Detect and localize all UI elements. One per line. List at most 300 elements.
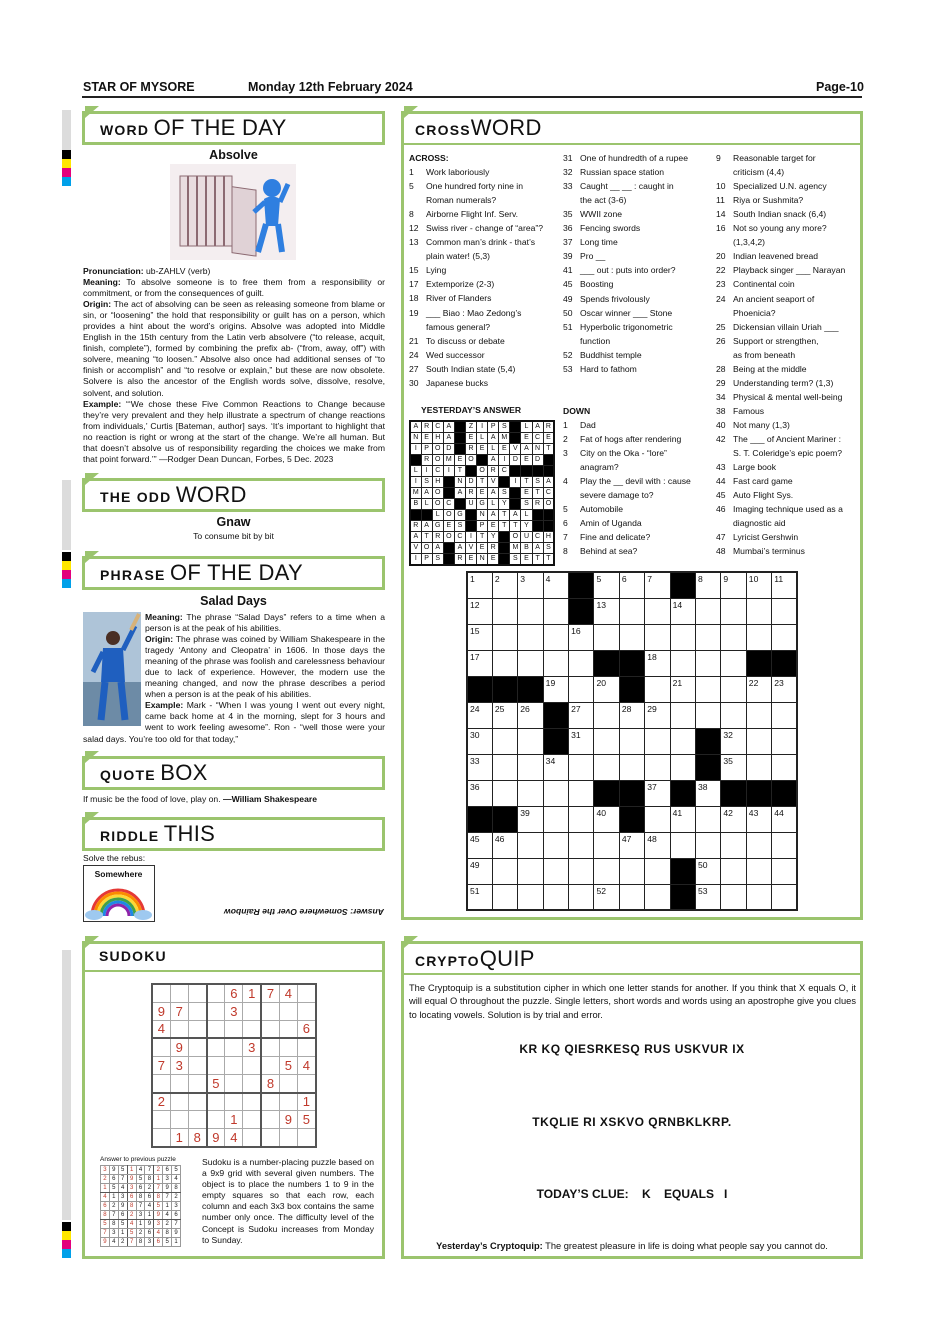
prev-answer-cell: 8 (136, 1193, 145, 1202)
crossword-cell[interactable] (645, 728, 670, 754)
clue: anagram? (580, 462, 619, 473)
yesterday-answer-label: YESTERDAY’S ANSWER (421, 405, 522, 415)
crossword-cell[interactable] (746, 702, 771, 728)
crossword-cell[interactable] (721, 858, 746, 884)
answer-cell: C (432, 466, 443, 477)
crossword-cell[interactable] (492, 728, 517, 754)
crossword-cell[interactable] (721, 650, 746, 676)
block-cell (619, 676, 644, 702)
block-cell (510, 421, 521, 433)
crossword-cell[interactable]: 6 (619, 572, 644, 598)
crossword-cell[interactable] (543, 806, 568, 832)
crossword-cell[interactable]: 35 (721, 754, 746, 780)
crossword-cell[interactable]: 45 (467, 832, 492, 858)
block-cell (499, 543, 510, 554)
crossword-cell[interactable]: 26 (518, 702, 543, 728)
sudoku-cell[interactable] (261, 1093, 279, 1111)
answer-cell: D (510, 455, 521, 466)
crossword-cell[interactable] (619, 858, 644, 884)
crossword-cell[interactable] (721, 884, 746, 910)
crossword-cell[interactable]: 27 (569, 702, 594, 728)
crossword-cell[interactable] (619, 598, 644, 624)
crossword-cell[interactable] (543, 650, 568, 676)
crossword-cell[interactable]: 51 (467, 884, 492, 910)
crossword-cell[interactable] (619, 754, 644, 780)
sudoku-cell[interactable] (188, 1111, 206, 1129)
block-cell (454, 444, 465, 455)
sudoku-cell[interactable] (243, 1093, 261, 1111)
clue: 25 Dickensian villain Uriah ___ (716, 321, 839, 332)
block-cell (499, 477, 510, 488)
crossword-cell[interactable] (746, 624, 771, 650)
sudoku-cell[interactable] (298, 984, 316, 1002)
crossword-cell[interactable]: 13 (594, 598, 619, 624)
crossword-cell[interactable]: 53 (696, 884, 721, 910)
sudoku-cell[interactable] (188, 1002, 206, 1020)
sudoku-cell[interactable] (170, 1111, 188, 1129)
crossword-cell[interactable] (696, 624, 721, 650)
margin-bar (62, 110, 71, 150)
crossword-cell[interactable] (670, 754, 695, 780)
crossword-cell[interactable] (569, 832, 594, 858)
clue: 26 Support or strengthen, (716, 335, 819, 346)
crossword-cell[interactable] (746, 884, 771, 910)
crossword-cell[interactable]: 42 (721, 806, 746, 832)
sudoku-cell[interactable] (243, 1074, 261, 1092)
crossword-cell[interactable] (492, 858, 517, 884)
word-of-day-word: Absolve (209, 148, 258, 162)
sudoku-cell[interactable] (261, 1038, 279, 1056)
sudoku-cell[interactable] (188, 1056, 206, 1074)
crossword-cell[interactable]: 32 (721, 728, 746, 754)
sudoku-cell[interactable] (298, 1002, 316, 1020)
crossword-cell[interactable]: 20 (594, 676, 619, 702)
crossword-cell[interactable] (696, 650, 721, 676)
crossword-cell[interactable] (772, 884, 797, 910)
crossword-cell[interactable]: 24 (467, 702, 492, 728)
answer-cell: O (421, 543, 432, 554)
crossword-cell[interactable]: 18 (645, 650, 670, 676)
clue: 31 One of hundredth of a rupee (563, 153, 688, 163)
sudoku-cell[interactable] (261, 1056, 279, 1074)
answer-cell: E (454, 455, 465, 466)
prev-answer-cell: 7 (136, 1202, 145, 1211)
sudoku-cell: 4 (225, 1129, 243, 1147)
corner-marker (85, 751, 99, 763)
block-cell (619, 780, 644, 806)
crossword-cell[interactable]: 9 (721, 572, 746, 598)
crossword-cell[interactable] (543, 624, 568, 650)
prev-answer-cell: 2 (154, 1166, 163, 1175)
sudoku-cell[interactable] (225, 1038, 243, 1056)
crossword-cell[interactable] (696, 676, 721, 702)
sudoku-cell: 5 (298, 1111, 316, 1129)
crossword-cell[interactable] (518, 780, 543, 806)
crossword-cell[interactable]: 28 (619, 702, 644, 728)
clue: 45 Auto Flight Sys. (716, 490, 794, 501)
crossword-cell[interactable] (721, 624, 746, 650)
sudoku-cell[interactable] (207, 984, 225, 1002)
crossword-cell[interactable] (619, 728, 644, 754)
block-cell (499, 532, 510, 543)
crossword-cell[interactable]: 50 (696, 858, 721, 884)
crossword-cell[interactable] (518, 884, 543, 910)
clue: 42 The ___ of Ancient Mariner : (716, 434, 841, 444)
crossword-cell[interactable]: 46 (492, 832, 517, 858)
answer-cell: A (421, 488, 432, 499)
crossword-cell[interactable] (518, 754, 543, 780)
answer-cell: S (521, 499, 532, 510)
sudoku-cell[interactable] (207, 1002, 225, 1020)
clue: 14 South Indian snack (6,4) (716, 209, 827, 220)
sudoku-cell[interactable] (170, 984, 188, 1002)
crossword-cell[interactable] (670, 624, 695, 650)
sudoku-cell[interactable] (243, 1020, 261, 1038)
crossword-cell[interactable]: 30 (467, 728, 492, 754)
answer-cell: E (488, 554, 499, 566)
sudoku-cell: 4 (298, 1056, 316, 1074)
crossword-cell[interactable] (721, 702, 746, 728)
crossword-cell[interactable] (518, 728, 543, 754)
sudoku-cell: 3 (170, 1056, 188, 1074)
block-cell (569, 598, 594, 624)
crossword-cell[interactable] (594, 754, 619, 780)
sudoku-cell[interactable] (207, 1020, 225, 1038)
crossword-cell[interactable] (594, 728, 619, 754)
sudoku-cell[interactable] (188, 1093, 206, 1111)
sudoku-cell: 7 (261, 984, 279, 1002)
block-cell (492, 676, 517, 702)
crossword-cell[interactable]: 29 (645, 702, 670, 728)
crossword-cell[interactable] (492, 598, 517, 624)
crossword-cell[interactable] (543, 884, 568, 910)
answer-cell: T (421, 532, 432, 543)
crossword-cell[interactable]: 48 (645, 832, 670, 858)
crossword-cell[interactable] (772, 624, 797, 650)
crossword-cell[interactable] (543, 598, 568, 624)
prev-answer-cell: 1 (101, 1184, 110, 1193)
clue: 53 Hard to fathom (563, 363, 637, 374)
crossword-cell[interactable]: 31 (569, 728, 594, 754)
sudoku-cell[interactable] (152, 1111, 170, 1129)
sudoku-cell[interactable] (207, 1093, 225, 1111)
crossword-cell[interactable]: 5 (594, 572, 619, 598)
crossword-cell[interactable]: 23 (772, 676, 797, 702)
sudoku-cell[interactable] (261, 1002, 279, 1020)
crossword-cell[interactable]: 33 (467, 754, 492, 780)
answer-cell: E (477, 488, 488, 499)
prev-answer-cell: 9 (109, 1166, 118, 1175)
crossword-cell[interactable] (670, 702, 695, 728)
crossword-cell[interactable] (670, 832, 695, 858)
clue: 23 Continental coin (716, 279, 795, 290)
crossword-cell[interactable] (645, 884, 670, 910)
block-cell (443, 477, 454, 488)
answer-cell: I (499, 455, 510, 466)
clue: 5 Automobile (563, 504, 623, 515)
sudoku-cell[interactable] (243, 1111, 261, 1129)
sudoku-cell[interactable] (279, 1074, 297, 1092)
crossword-cell[interactable]: 16 (569, 624, 594, 650)
crossword-cell[interactable] (670, 728, 695, 754)
crossword-cell[interactable] (492, 780, 517, 806)
crossword-title: CROSSWORD (415, 115, 542, 140)
prev-answer-cell: 4 (127, 1220, 136, 1229)
crossword-cell[interactable] (492, 650, 517, 676)
sudoku-cell[interactable] (298, 1074, 316, 1092)
crossword-cell[interactable]: 52 (594, 884, 619, 910)
clue: 20 Indian leavened bread (716, 251, 819, 262)
clue: 22 Playback singer ___ Narayan (716, 265, 846, 276)
crossword-cell[interactable] (569, 858, 594, 884)
prev-answer-cell: 6 (154, 1238, 163, 1247)
block-cell (443, 543, 454, 554)
crossword-cell[interactable] (492, 624, 517, 650)
crossword-cell[interactable]: 11 (772, 572, 797, 598)
clue: 12 Swiss river - change of “area”? (409, 223, 544, 234)
sudoku-cell[interactable] (152, 1074, 170, 1092)
crossword-cell[interactable] (772, 702, 797, 728)
block-cell (499, 554, 510, 566)
crossword-cell[interactable] (518, 650, 543, 676)
crossword-cell[interactable] (772, 728, 797, 754)
answer-cell: E (477, 543, 488, 554)
crossword-cell[interactable]: 10 (746, 572, 771, 598)
crossword-cell[interactable] (518, 598, 543, 624)
clue: 30 Japanese bucks (409, 377, 489, 388)
crossword-cell[interactable]: 8 (696, 572, 721, 598)
answer-cell: O (443, 532, 454, 543)
crossword-cell[interactable]: 40 (594, 806, 619, 832)
crossword-cell[interactable] (594, 702, 619, 728)
sudoku-cell: 4 (279, 984, 297, 1002)
crossword-cell[interactable] (492, 884, 517, 910)
sudoku-cell: 8 (261, 1074, 279, 1092)
crossword-cell[interactable] (696, 702, 721, 728)
registration-mark (62, 552, 71, 588)
sudoku-cell[interactable] (225, 1074, 243, 1092)
block-cell (518, 676, 543, 702)
crossword-cell[interactable] (746, 728, 771, 754)
sudoku-cell[interactable] (207, 1111, 225, 1129)
clue: 16 Not so young any more? (716, 223, 827, 234)
crossword-cell[interactable]: 25 (492, 702, 517, 728)
clue: 43 Large book (716, 462, 777, 473)
crossword-cell[interactable] (569, 806, 594, 832)
crossword-cell[interactable]: 47 (619, 832, 644, 858)
clue: 50 Oscar winner ___ Stone (563, 307, 673, 318)
crossword-cell[interactable] (721, 598, 746, 624)
clue: 17 Extemporize (2-3) (409, 279, 495, 290)
sudoku-cell[interactable] (152, 1038, 170, 1056)
crossword-cell[interactable]: 37 (645, 780, 670, 806)
crossword-cell[interactable] (746, 832, 771, 858)
sudoku-cell[interactable] (261, 1129, 279, 1147)
answer-cell: A (432, 543, 443, 554)
sudoku-cell[interactable] (261, 1020, 279, 1038)
prev-answer-cell: 6 (145, 1193, 154, 1202)
crossword-cell[interactable] (645, 754, 670, 780)
crossword-cell[interactable]: 15 (467, 624, 492, 650)
sudoku-cell[interactable] (243, 1056, 261, 1074)
sudoku-cell[interactable] (243, 1129, 261, 1147)
crossword-cell[interactable] (569, 884, 594, 910)
clue: function (580, 335, 611, 346)
prev-answer-cell: 3 (118, 1193, 127, 1202)
crossword-cell[interactable] (543, 780, 568, 806)
crossword-cell[interactable] (569, 676, 594, 702)
answer-cell: E (443, 521, 454, 532)
crossword-cell[interactable] (594, 832, 619, 858)
crossword-cell[interactable]: 3 (518, 572, 543, 598)
crossword-cell[interactable] (518, 832, 543, 858)
crossword-cell[interactable]: 14 (670, 598, 695, 624)
answer-cell: A (488, 488, 499, 499)
crossword-cell[interactable] (746, 598, 771, 624)
answer-cell: T (543, 554, 554, 566)
answer-cell: L (432, 510, 443, 521)
sudoku-cell[interactable] (207, 1056, 225, 1074)
crossword-cell[interactable] (772, 832, 797, 858)
crossword-cell[interactable]: 4 (543, 572, 568, 598)
block-cell (772, 780, 797, 806)
crossword-cell[interactable] (619, 624, 644, 650)
crossword-cell[interactable]: 43 (746, 806, 771, 832)
crossword-cell[interactable] (594, 858, 619, 884)
crossword-cell[interactable] (721, 832, 746, 858)
crossword-cell[interactable]: 12 (467, 598, 492, 624)
crossword-cell[interactable] (721, 676, 746, 702)
crossword-cell[interactable] (569, 650, 594, 676)
sudoku-cell: 3 (243, 1038, 261, 1056)
sudoku-cell[interactable] (188, 984, 206, 1002)
sudoku-cell: 5 (279, 1056, 297, 1074)
crossword-cell[interactable] (772, 858, 797, 884)
answer-cell: O (543, 499, 554, 510)
sudoku-cell[interactable] (188, 1038, 206, 1056)
crossword-cell[interactable] (645, 598, 670, 624)
prev-answer-cell: 8 (136, 1238, 145, 1247)
crossword-cell[interactable]: 1 (467, 572, 492, 598)
block-cell (410, 455, 421, 466)
sudoku-cell[interactable] (188, 1074, 206, 1092)
crossword-cell[interactable] (594, 624, 619, 650)
crossword-cell[interactable] (772, 754, 797, 780)
crossword-cell[interactable] (696, 806, 721, 832)
answer-cell: G (454, 510, 465, 521)
clue: Roman numerals? (426, 195, 497, 206)
block-cell (510, 433, 521, 444)
crossword-cell[interactable]: 2 (492, 572, 517, 598)
answer-cell: L (521, 510, 532, 521)
prev-answer-cell: 5 (101, 1220, 110, 1229)
crossword-cell[interactable]: 7 (645, 572, 670, 598)
answer-cell: S (432, 554, 443, 566)
sudoku-cell[interactable] (152, 1129, 170, 1147)
sudoku-cell[interactable] (225, 1020, 243, 1038)
sudoku-cell[interactable] (225, 1056, 243, 1074)
crossword-cell[interactable] (619, 884, 644, 910)
crossword-cell[interactable]: 41 (670, 806, 695, 832)
sudoku-cell[interactable] (243, 1002, 261, 1020)
sudoku-cell[interactable] (170, 1074, 188, 1092)
answer-cell: C (499, 466, 510, 477)
sudoku-cell[interactable] (279, 1002, 297, 1020)
answer-cell: L (521, 421, 532, 433)
sudoku-cell[interactable] (298, 1038, 316, 1056)
sudoku-cell[interactable] (225, 1093, 243, 1111)
crossword-cell[interactable] (518, 624, 543, 650)
prev-answer-cell: 2 (127, 1211, 136, 1220)
crossword-cell[interactable] (772, 598, 797, 624)
registration-mark (62, 1222, 71, 1258)
sudoku-cell[interactable] (188, 1020, 206, 1038)
crossword-cell[interactable] (518, 858, 543, 884)
crossword-cell[interactable]: 44 (772, 806, 797, 832)
answer-cell: I (410, 554, 421, 566)
crossword-cell[interactable]: 17 (467, 650, 492, 676)
crossword-cell[interactable] (696, 832, 721, 858)
crossword-cell[interactable] (543, 832, 568, 858)
crossword-cell[interactable]: 21 (670, 676, 695, 702)
crossword-cell[interactable]: 49 (467, 858, 492, 884)
answer-cell: L (488, 444, 499, 455)
crossword-cell[interactable] (569, 780, 594, 806)
crossword-cell[interactable]: 38 (696, 780, 721, 806)
sudoku-cell[interactable] (152, 984, 170, 1002)
clue: 1 Dad (563, 420, 596, 430)
crossword-cell[interactable] (569, 754, 594, 780)
crossword-cell[interactable]: 36 (467, 780, 492, 806)
sudoku-cell[interactable] (261, 1111, 279, 1129)
sudoku-cell[interactable] (279, 1038, 297, 1056)
crossword-cell[interactable]: 34 (543, 754, 568, 780)
down-label: DOWN (563, 406, 591, 416)
answer-cell: I (443, 466, 454, 477)
clue: the act (3-6) (580, 195, 627, 206)
crossword-cell[interactable] (645, 806, 670, 832)
sudoku-cell[interactable] (279, 1129, 297, 1147)
block-cell (465, 466, 476, 477)
sudoku-cell[interactable] (207, 1038, 225, 1056)
crossword-cell[interactable]: 22 (746, 676, 771, 702)
crossword-cell[interactable]: 39 (518, 806, 543, 832)
sudoku-cell[interactable] (279, 1020, 297, 1038)
sudoku-cell[interactable] (279, 1093, 297, 1111)
crossword-cell[interactable] (645, 676, 670, 702)
clue: 4 Play the __ devil with : cause (563, 476, 691, 487)
block-cell (543, 728, 568, 754)
prev-answer-cell: 5 (127, 1229, 136, 1238)
crossword-cell[interactable] (746, 858, 771, 884)
crossword-cell[interactable] (670, 650, 695, 676)
prev-answer-cell: 1 (109, 1193, 118, 1202)
crossword-cell[interactable] (696, 598, 721, 624)
crossword-cell[interactable] (645, 624, 670, 650)
sudoku-cell[interactable] (170, 1020, 188, 1038)
clue: famous general? (426, 321, 491, 332)
crossword-cell[interactable]: 19 (543, 676, 568, 702)
crossword-cell[interactable] (492, 754, 517, 780)
block-cell (410, 510, 421, 521)
sudoku-cell[interactable] (170, 1093, 188, 1111)
word-of-day-title: WORD OF THE DAY (100, 115, 287, 140)
answer-cell: B (521, 543, 532, 554)
crossword-cell[interactable] (543, 858, 568, 884)
crossword-cell[interactable] (645, 858, 670, 884)
sudoku-cell[interactable] (298, 1129, 316, 1147)
crossword-cell[interactable] (746, 754, 771, 780)
